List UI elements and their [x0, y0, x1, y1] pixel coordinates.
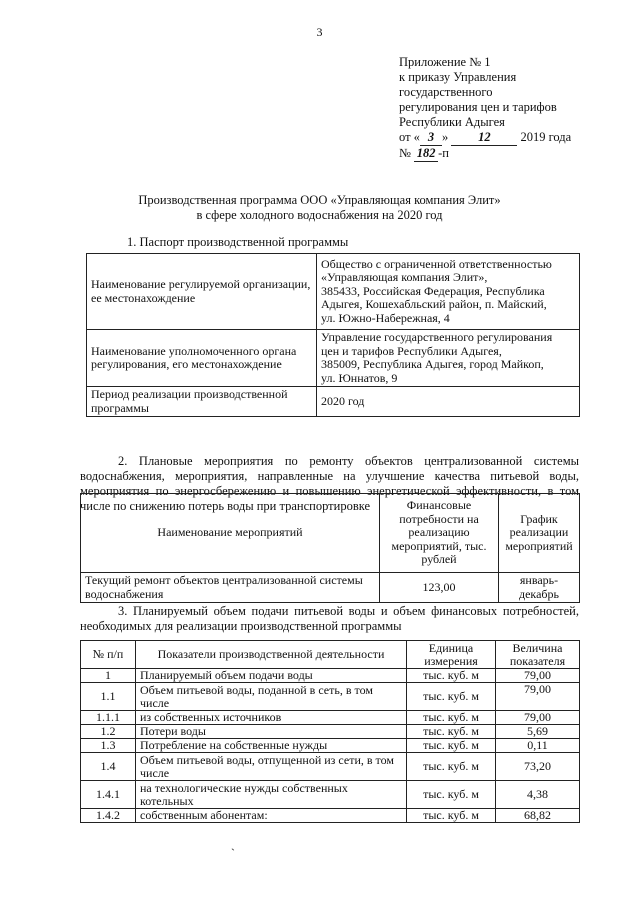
header-indicator: Показатели производственной деятельности — [136, 641, 407, 669]
appendix-line: Республики Адыгея — [399, 115, 505, 129]
passport-table — [86, 253, 580, 417]
row-value: 5,69 — [496, 725, 580, 739]
table-row — [81, 683, 580, 711]
row-indicator: Потери воды — [136, 725, 407, 739]
row-num: 1.4 — [81, 753, 136, 781]
table-row — [81, 711, 580, 725]
table-row — [87, 387, 580, 417]
row-label: Период реализации производственной программы — [87, 387, 317, 417]
measure-schedule: январь-декабрь — [499, 573, 580, 603]
row-unit: тыс. куб. м — [407, 711, 496, 725]
row-unit: тыс. куб. м — [407, 781, 496, 809]
row-num: 1.4.2 — [81, 809, 136, 823]
header-name: Наименование мероприятий — [81, 494, 380, 573]
row-unit: тыс. куб. м — [407, 809, 496, 823]
row-num: 1.2 — [81, 725, 136, 739]
row-unit: тыс. куб. м — [407, 669, 496, 683]
section3-paragraph: 3. Планируемый объем подачи питьевой воды и объем финансовых потребностей, необходимых для реализации производственной программы — [80, 604, 579, 633]
value-line: Адыгея, Кошехабльский район, п. Майский, — [321, 297, 547, 312]
number-value: 182 — [414, 146, 438, 162]
row-num: 1.1 — [81, 683, 136, 711]
value-line: 385433, Российская Федерация, Республика — [321, 283, 545, 298]
number-suffix: -п — [438, 146, 449, 160]
value-line: 2020 год — [321, 393, 365, 408]
header-unit: Единица измерения — [407, 641, 496, 669]
table-row — [81, 725, 580, 739]
row-unit: тыс. куб. м — [407, 739, 496, 753]
row-value: 0,11 — [496, 739, 580, 753]
row-value: 79,00 — [496, 683, 580, 711]
table-row — [81, 781, 580, 809]
page-number: 3 — [316, 25, 323, 39]
row-num: 1.1.1 — [81, 711, 136, 725]
date-prefix: от « — [399, 130, 420, 144]
header-value: Величина показателя — [496, 641, 580, 669]
value-line: ул. Юннатов, 9 — [321, 370, 398, 385]
number-prefix: № — [399, 146, 411, 160]
measures-table — [80, 493, 580, 603]
value-line: цен и тарифов Республики Адыгея, — [321, 343, 502, 358]
title-line-1: Производственная программа ООО «Управляющая компания Элит» — [138, 193, 501, 207]
row-indicator: Объем питьевой воды, отпущенной из сети, в том числе — [136, 753, 407, 781]
appendix-date — [399, 130, 571, 146]
footer-mark: ` — [231, 846, 235, 860]
appendix-line: регулирования цен и тарифов — [399, 100, 557, 114]
value-line: 385009, Республика Адыгея, город Майкоп, — [321, 357, 544, 371]
date-month: 12 — [451, 130, 517, 146]
measure-finance: 123,00 — [380, 573, 499, 603]
measure-name: Текущий ремонт объектов централизованной системы водоснабжения — [81, 573, 380, 603]
table-row — [81, 739, 580, 753]
row-value — [317, 330, 580, 387]
table-row — [87, 330, 580, 387]
appendix-number — [399, 146, 571, 162]
title-line-2: в сфере холодного водоснабжения на 2020 год — [196, 208, 443, 222]
indicators-table — [80, 640, 580, 823]
table-row — [81, 573, 580, 603]
row-value: 4,38 — [496, 781, 580, 809]
date-suffix: 2019 года — [520, 130, 572, 144]
row-indicator: Планируемый объем подачи воды — [136, 669, 407, 683]
row-indicator: на технологические нужды собственных котельных — [136, 781, 407, 809]
row-unit: тыс. куб. м — [407, 725, 496, 739]
table-row — [81, 809, 580, 823]
table-row — [81, 669, 580, 683]
table-header-row — [81, 494, 580, 573]
table-row — [87, 254, 580, 330]
value-line: ул. Южно-Набережная, 4 — [321, 310, 450, 325]
row-value — [317, 254, 580, 330]
row-label: Наименование уполномоченного органа регулирования, его местонахождение — [87, 330, 317, 387]
row-indicator: Потребление на собственные нужды — [136, 739, 407, 753]
row-unit: тыс. куб. м — [407, 753, 496, 781]
appendix-line: Приложение № 1 — [399, 55, 491, 69]
header-schedule: График реализации мероприятий — [499, 494, 580, 573]
date-mid: » — [441, 130, 449, 144]
row-label: Наименование регулируемой организации, ее местонахождение — [87, 254, 317, 330]
appendix-block — [399, 55, 571, 162]
document-title — [0, 193, 639, 223]
row-value: 79,00 — [496, 669, 580, 683]
value-line: Общество с ограниченной ответственностью — [321, 256, 552, 271]
row-value: 68,82 — [496, 809, 580, 823]
section1-heading: 1. Паспорт производственной программы — [127, 235, 349, 249]
table-row — [81, 753, 580, 781]
value-line: «Управляющая компания Элит», — [321, 270, 488, 285]
row-value: 73,20 — [496, 753, 580, 781]
table-header-row — [81, 641, 580, 669]
section2-paragraph: 2. Плановые мероприятия по ремонту объектов централизованной системы водоснабжения, мероприятия, направленные на улучшение качества питьевой воды, мероприятия по энергосбережению и повышению энергетической эффективности, в том числе по снижению потерь воды при транспортировке — [80, 454, 579, 513]
appendix-line: к приказу Управления — [399, 70, 517, 84]
row-unit: тыс. куб. м — [407, 683, 496, 711]
row-num: 1.3 — [81, 739, 136, 753]
row-indicator: собственным абонентам: — [136, 809, 407, 823]
appendix-line: государственного — [399, 85, 493, 99]
value-line: Управление государственного регулирования — [321, 330, 553, 344]
row-value: 79,00 — [496, 711, 580, 725]
row-indicator: Объем питьевой воды, поданной в сеть, в том числе — [136, 683, 407, 711]
row-num: 1 — [81, 669, 136, 683]
row-num: 1.4.1 — [81, 781, 136, 809]
row-value — [317, 387, 580, 417]
row-indicator: из собственных источников — [136, 711, 407, 725]
header-finance: Финансовые потребности на реализацию мероприятий, тыс. рублей — [380, 494, 499, 573]
header-num: № п/п — [81, 641, 136, 669]
date-day: 3 — [420, 130, 442, 146]
